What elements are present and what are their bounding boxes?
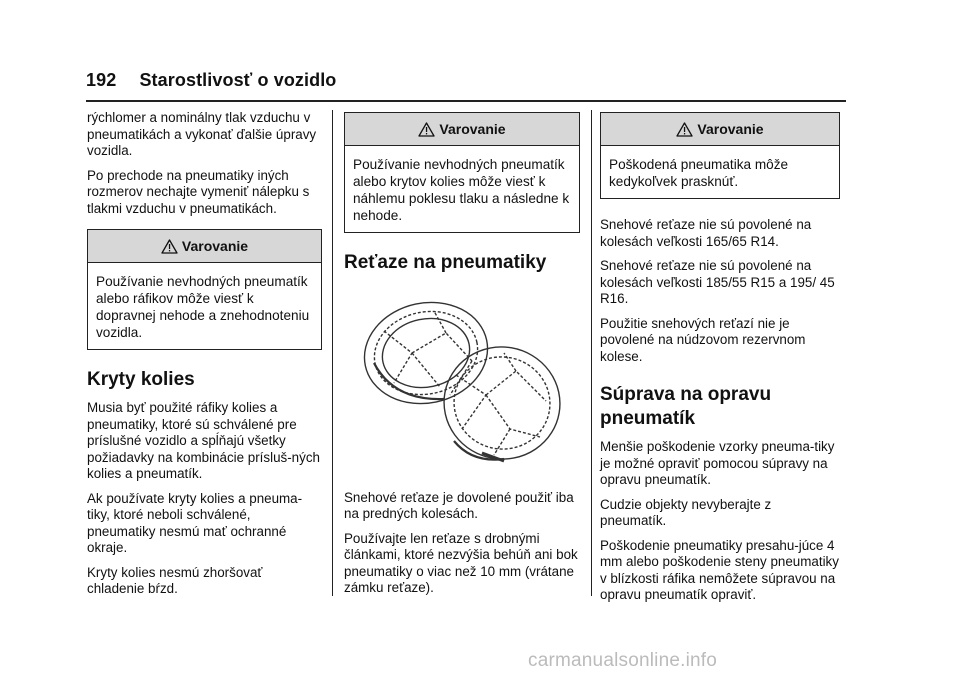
- paragraph: Musia byť použité ráfiky kolies a pneumatiky, ktoré sú schválené pre príslušné vozidlo a spĺňajú všetky požiadavky na kombinácie prísluš-ných kolies a pneumatík.: [87, 400, 320, 481]
- header-divider: [86, 100, 846, 102]
- paragraph: Menšie poškodenie vzorky pneuma-tiky je možné opraviť pomocou súpravy na opravu pneumatík.: [600, 439, 835, 487]
- watermark: carmanualsonline.info: [528, 650, 718, 671]
- column-divider-2: [591, 110, 592, 596]
- column-divider-1: [332, 110, 333, 596]
- warning-box: [87, 229, 322, 350]
- warning-header: [601, 113, 839, 146]
- snow-chains-illustration: [354, 291, 580, 476]
- column-1: [87, 110, 322, 606]
- warning-icon: [676, 122, 693, 137]
- paragraph: Použitie snehových reťazí nie je povolené na núdzovom rezervnom kolese.: [600, 315, 806, 364]
- page-number: 192: [86, 70, 117, 90]
- paragraph: Ak používate kryty kolies a pneuma-tiky, ktoré neboli schválené, pneumatiky nesmú mať ochranné okraje.: [87, 490, 303, 555]
- paragraph: Kryty kolies nesmú zhoršovať chladenie bŕzd.: [87, 564, 263, 596]
- warning-icon: [161, 239, 178, 254]
- warning-text: Používanie nevhodných pneumatík alebo krytov kolies môže viesť k náhlemu poklesu tlaku a následne k nehode.: [353, 157, 570, 223]
- paragraph: rýchlomer a nominálny tlak vzduchu v pneumatikách a vykonať ďalšie úpravy vozidla.: [87, 110, 317, 158]
- warning-text: Používanie nevhodných pneumatík alebo ráfikov môže viesť k dopravnej nehode a znehodnoteniu vozidla.: [96, 274, 310, 340]
- warning-header: [345, 113, 579, 146]
- paragraph: Snehové reťaze nie sú povolené na kolesách veľkosti 185/55 R15 a 195/ 45 R16.: [600, 258, 835, 306]
- warning-box: [344, 112, 580, 233]
- warning-text: Poškodená pneumatika môže kedykoľvek prasknúť.: [609, 157, 789, 189]
- warning-box: [600, 112, 840, 199]
- section-heading-snow-chains: Reťaze na pneumatiky: [344, 252, 547, 273]
- section-heading-wheel-covers: Kryty kolies: [87, 369, 195, 390]
- warning-header: [88, 230, 321, 263]
- paragraph: Poškodenie pneumatiky presahu-júce 4 mm alebo poškodenie steny pneumatiky v blízkosti ráfika nemôžete súpravou na opravu pneumatík opraviť.: [600, 537, 839, 602]
- column-2: [344, 110, 580, 605]
- warning-title: Varovanie: [181, 237, 249, 254]
- page-title: Starostlivosť o vozidlo: [139, 70, 337, 90]
- paragraph: Po prechode na pneumatiky iných rozmerov nechajte vymeniť nálepku s tlakmi vzduchu v pneumatikách.: [87, 167, 310, 216]
- page-header: [86, 70, 336, 91]
- warning-title: Varovanie: [697, 120, 764, 137]
- paragraph: Používajte len reťaze s drobnými článkami, ktoré nezvýšia behúň ani bok pneumatiky o viac než 10 mm (vrátane zámku reťaze).: [344, 530, 578, 595]
- warning-icon: [418, 122, 435, 137]
- warning-title: Varovanie: [439, 120, 506, 137]
- column-3: [600, 110, 840, 612]
- paragraph: Cudzie objekty nevyberajte z pneumatík.: [600, 496, 772, 528]
- paragraph: Snehové reťaze je dovolené použiť iba na predných kolesách.: [344, 489, 574, 521]
- section-heading-tire-repair-kit: Súprava na opravu pneumatík: [600, 384, 772, 429]
- paragraph: Snehové reťaze nie sú povolené na kolesách veľkosti 165/65 R14.: [600, 217, 812, 249]
